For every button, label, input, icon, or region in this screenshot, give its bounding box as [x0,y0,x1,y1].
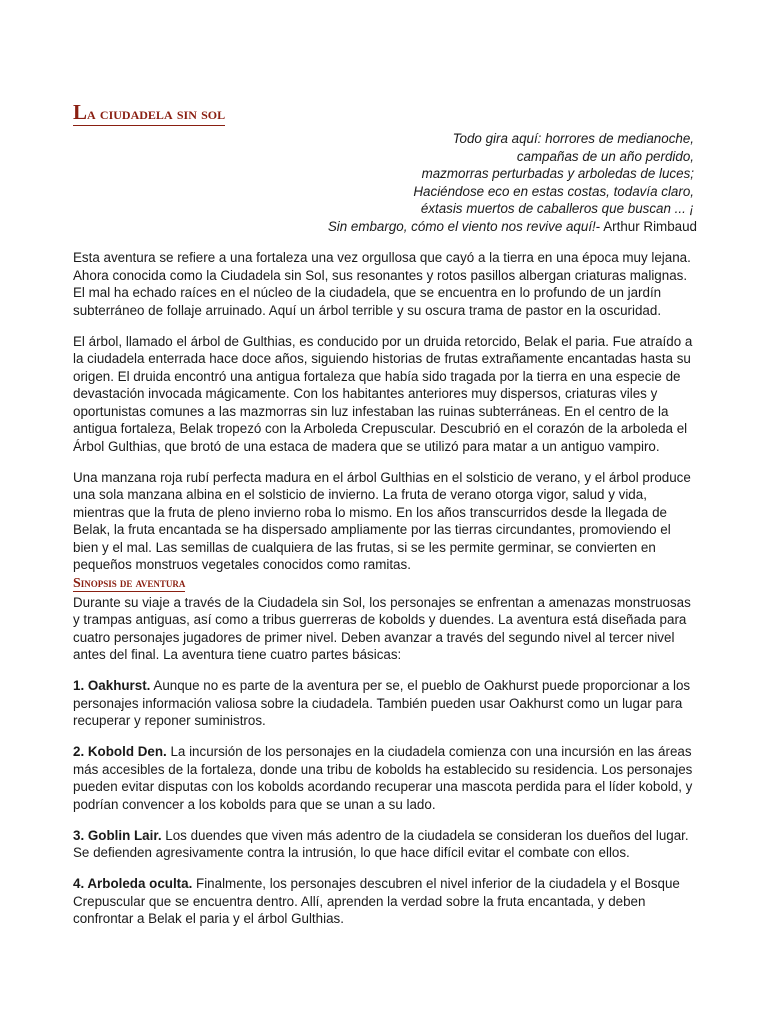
epigraph-line: mazmorras perturbadas y arboledas de luces; [421,166,694,181]
document-title [73,102,225,126]
epigraph-line: Sin embargo, cómo el viento nos revive aquí! [327,218,596,234]
epigraph-line: Todo gira aquí: horrores de medianoche, [452,131,694,146]
synopsis-heading-initial: S [73,575,81,591]
title-initial: L [73,100,88,124]
synopsis-part-text: Los duendes que viven más adentro de la ciudadela se consideran los dueños del lugar. Se defienden agresivamente contra la intrusión, lo que hace difícil evitar el combate con ellos. [73,827,689,860]
synopsis-part-text: Aunque no es parte de la aventura per se, el pueblo de Oakhurst puede proporcionar a los personajes información valiosa sobre la ciudadela. También pueden usar Oakhurst como un lugar para recuperar y reponer suministros. [73,678,691,728]
epigraph-last-line [73,218,697,236]
synopsis-part [73,677,697,730]
synopsis-part [73,827,697,862]
synopsis-part-text: Finalmente, los personajes descubren el nivel inferior de la ciudadela y el Bosque Crepuscular que se encuentra dentro. Allí, aprenden la verdad sobre la fruta encantada, y deben confrontar a Belak el paria y el árbol Gulthias. [73,876,680,926]
epigraph-line: Haciéndose eco en estas costas, todavía claro, [413,183,694,199]
synopsis-heading-text: inopsis de aventura [80,575,186,590]
epigraph [73,130,697,235]
synopsis-part [73,743,697,813]
synopsis-part [73,875,697,928]
intro-paragraph: Una manzana roja rubí perfecta madura en el árbol Gulthias en el solsticio de verano, y el árbol produce una sola manzana albina en el solsticio de invierno. La fruta de verano otorga vigor, salud y vida, mientras que la fruta de pleno invierno roba lo mismo. En los años transcurridos desde la llegada de Belak, la fruta encantada se ha dispersado ampliamente por las tierras circundantes, promoviendo el bien y el mal. Las semillas de cualquiera de las frutas, si se les permite germinar, se convierten en pequeños monstruos vegetales conocidos como ramitas. [73,469,691,572]
document-page [73,102,697,941]
synopsis-part-lead: 1. Oakhurst. [73,678,151,693]
epigraph-author: - Arthur Rimbaud [595,218,697,234]
synopsis-part-lead: 4. Arboleda oculta. [73,876,193,891]
epigraph-line: campañas de un año perdido, [516,148,694,164]
epigraph-line: éxtasis muertos de caballeros que buscan ... ¡ [420,201,694,216]
synopsis-part-text: La incursión de los personajes en la ciudadela comienza con una incursión en las áreas más accesibles de la fortaleza, donde una tribu de kobolds ha establecido su residencia. Los personajes pueden evitar disputas con los kobolds acordando recuperar una mascota perdida para el líder kobold, y podrían convencer a los kobolds para que se unan a su lado. [73,744,693,812]
intro-paragraph: El árbol, llamado el árbol de Gulthias, es conducido por un druida retorcido, Belak el paria. Fue atraído a la ciudadela enterrada hace doce años, siguiendo historias de frutas extrañamente encantadas hasta su origen. El druida encontró una antigua fortaleza que había sido tragada por la tierra en una especie de devastación invocada mágicamente. Con los habitantes anteriores muy dispersos, criaturas viles y oportunistas comunes a las mazmorras sin luz infestaban las ruinas subterráneas. En el centro de la antigua fortaleza, Belak tropezó con la Arboleda Crepuscular. Descubrió en el corazón de la arboleda el Árbol Gulthias, que brotó de una estaca de madera que se utilizó para matar a un antiguo vampiro. [73,333,693,454]
synopsis-part-lead: 3. Goblin Lair. [73,827,162,843]
synopsis-intro: Durante su viaje a través de la Ciudadela sin Sol, los personajes se enfrentan a amenazas monstruosas y trampas antiguas, así como a tribus guerreras de kobolds y duendes. La aventura está diseñada para cuatro personajes jugadores de primer nivel. Deben avanzar a través del segundo nivel al tercer nivel antes del final. La aventura tiene cuatro partes básicas: [73,594,691,662]
title-text: a ciudadela sin sol [87,104,226,123]
synopsis-part-lead: 2. Kobold Den. [73,744,167,759]
intro-paragraph: Esta aventura se refiere a una fortaleza una vez orgullosa que cayó a la tierra en una época muy lejana. Ahora conocida como la Ciudadela sin Sol, sus resonantes y rotos pasillos albergan criaturas malignas. El mal ha echado raíces en el núcleo de la ciudadela, que se encuentra en lo profundo de un jardín subterráneo de follaje arruinado. Aquí un árbol terrible y su oscura trama de pastor en la oscuridad. [73,250,691,318]
synopsis-heading [73,576,185,592]
